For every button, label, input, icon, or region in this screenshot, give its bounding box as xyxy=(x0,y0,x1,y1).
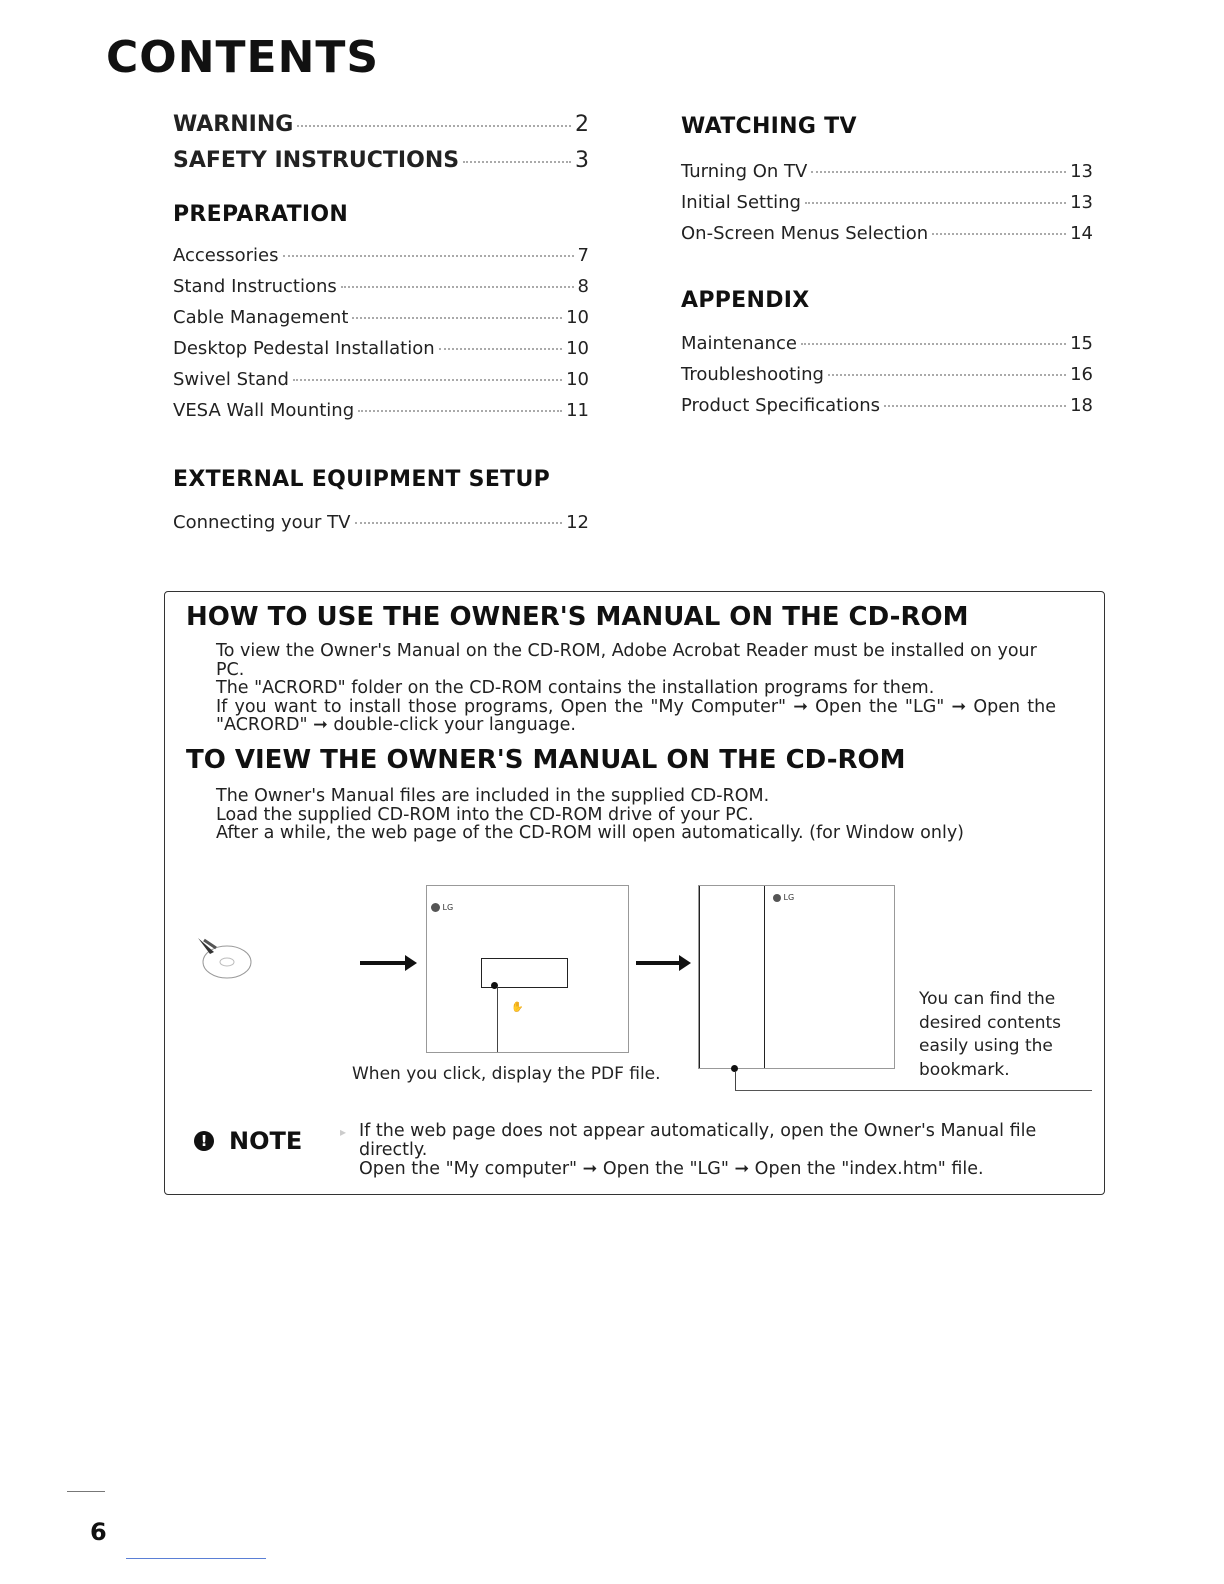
toc-entry-page: 11 xyxy=(566,400,589,421)
toc-entry-page: 7 xyxy=(577,245,589,266)
web-page-screen xyxy=(426,885,629,1053)
pointer-line xyxy=(497,986,498,1052)
toc-entry-page: 12 xyxy=(566,512,589,533)
toc-entry[interactable] xyxy=(681,223,1093,254)
caption-line: easily using the xyxy=(919,1036,1053,1056)
bookmark-dot-icon xyxy=(731,1065,738,1072)
page-number: 6 xyxy=(90,1518,107,1546)
leader-dots xyxy=(293,379,562,381)
toc-entry[interactable] xyxy=(173,512,589,543)
text-line: Load the supplied CD-ROM into the CD-ROM drive of your PC. xyxy=(216,804,754,825)
leader-dots xyxy=(932,233,1066,235)
toc-entry-label: Connecting your TV xyxy=(173,512,351,533)
leader-dots xyxy=(341,286,574,288)
caption-click-pdf: When you click, display the PDF file. xyxy=(352,1064,661,1084)
toc-entry[interactable] xyxy=(681,333,1093,364)
cursor-icon: ✋ xyxy=(511,1002,524,1013)
lg-logo-mark-icon xyxy=(431,903,440,912)
cd-disc-icon xyxy=(192,934,262,984)
text-line: If the web page does not appear automatically, open the Owner's Manual file directly. xyxy=(359,1121,1037,1160)
toc-right-column xyxy=(681,114,1093,426)
lg-logo-mark-icon xyxy=(773,894,781,902)
toc-left-column xyxy=(173,112,589,543)
bookmark-underline xyxy=(735,1090,1092,1091)
toc-entry[interactable] xyxy=(173,245,589,276)
caption-line: desired contents xyxy=(919,1012,1062,1033)
leader-dots xyxy=(283,255,574,257)
section-heading-appendix: APPENDIX xyxy=(681,288,810,313)
note-label xyxy=(194,1127,302,1155)
leader-dots xyxy=(463,161,571,163)
to-view-text xyxy=(216,787,1056,843)
note-text xyxy=(359,1122,1079,1179)
leader-dots xyxy=(811,171,1066,173)
toc-entry-warning[interactable] xyxy=(173,112,589,148)
text-line: "ACRORD" ➞ double-click your language. xyxy=(216,715,576,735)
text-line: The Owner's Manual files are included in the supplied CD-ROM. xyxy=(216,786,770,806)
toc-entry[interactable] xyxy=(173,338,589,369)
caption-line: You can find the xyxy=(919,989,1056,1009)
pdf-viewer-screen xyxy=(698,885,895,1069)
toc-entry-page: 16 xyxy=(1070,364,1093,385)
toc-entry-page: 15 xyxy=(1070,333,1093,354)
toc-entry-label: Accessories xyxy=(173,245,279,266)
toc-list-preparation xyxy=(173,245,589,431)
toc-entry-page: 10 xyxy=(566,307,589,328)
toc-entry-page: 10 xyxy=(566,369,589,390)
arrow-right-icon xyxy=(360,961,408,965)
toc-entry-label: Initial Setting xyxy=(681,192,801,213)
text-line: After a while, the web page of the CD-ROM will open automatically. (for Window only) xyxy=(216,823,965,843)
section-heading-external-equipment: EXTERNAL EQUIPMENT SETUP xyxy=(173,467,551,492)
leader-dots xyxy=(439,348,562,350)
lg-logo-icon xyxy=(431,903,453,912)
how-to-heading: HOW TO USE THE OWNER'S MANUAL ON THE CD-ROM xyxy=(186,602,969,632)
toc-entry-page: 3 xyxy=(575,148,589,173)
page-title: CONTENTS xyxy=(106,32,380,83)
toc-entry[interactable] xyxy=(173,369,589,400)
footer-blue-rule xyxy=(126,1558,266,1559)
toc-entry-page: 13 xyxy=(1070,161,1093,182)
text-line: If you want to install those programs, Open the "My Computer" ➞ Open the "LG" ➞ Open the xyxy=(216,696,1056,717)
leader-dots xyxy=(297,125,571,127)
toc-entry[interactable] xyxy=(681,161,1093,192)
leader-dots xyxy=(884,405,1066,407)
toc-entry-label: Stand Instructions xyxy=(173,276,337,297)
text-line: The "ACRORD" folder on the CD-ROM contains the installation programs for them. xyxy=(216,678,935,698)
leader-dots xyxy=(358,410,562,412)
toc-entry-label: SAFETY INSTRUCTIONS xyxy=(173,148,460,173)
leader-dots xyxy=(828,374,1066,376)
text-line: Open the "My computer" ➞ Open the "LG" ➞ Open the "index.htm" file. xyxy=(359,1159,984,1179)
text-line: To view the Owner's Manual on the CD-ROM, Adobe Acrobat Reader must be installed on your PC. xyxy=(216,641,1037,680)
lg-logo-text: LG xyxy=(783,893,795,902)
how-to-text xyxy=(216,642,1056,735)
caption-line: bookmark. xyxy=(919,1059,1010,1080)
bookmark-pointer-line xyxy=(735,1072,736,1090)
to-view-heading: TO VIEW THE OWNER'S MANUAL ON THE CD-ROM xyxy=(186,745,906,775)
toc-entry-label: Troubleshooting xyxy=(681,364,824,385)
toc-entry-page: 2 xyxy=(575,112,589,137)
toc-entry-label: Desktop Pedestal Installation xyxy=(173,338,435,359)
toc-entry-label: Maintenance xyxy=(681,333,797,354)
footer-rule xyxy=(67,1491,105,1492)
toc-entry[interactable] xyxy=(681,192,1093,223)
toc-entry-page: 14 xyxy=(1070,223,1093,244)
toc-entry[interactable] xyxy=(681,395,1093,426)
note-bullet-icon: ▸ xyxy=(340,1125,347,1139)
toc-entry-label: Swivel Stand xyxy=(173,369,289,390)
toc-entry-label: Cable Management xyxy=(173,307,349,328)
toc-entry-label: Product Specifications xyxy=(681,395,881,416)
toc-entry[interactable] xyxy=(173,307,589,338)
toc-entry-safety-instructions[interactable] xyxy=(173,148,589,184)
toc-entry-page: 8 xyxy=(577,276,589,297)
leader-dots xyxy=(355,522,563,524)
toc-entry-page: 10 xyxy=(566,338,589,359)
lg-logo-text: LG xyxy=(442,903,454,912)
arrow-right-icon xyxy=(636,961,682,965)
bookmark-panel[interactable] xyxy=(699,886,765,1068)
section-heading-preparation: PREPARATION xyxy=(173,202,349,227)
toc-entry-page: 13 xyxy=(1070,192,1093,213)
lg-logo-icon xyxy=(773,893,794,902)
toc-entry[interactable] xyxy=(681,364,1093,395)
section-heading-watching-tv: WATCHING TV xyxy=(681,114,857,139)
toc-entry[interactable] xyxy=(173,276,589,307)
warning-icon: ! xyxy=(194,1131,214,1151)
toc-entry-label: On-Screen Menus Selection xyxy=(681,223,929,244)
leader-dots xyxy=(805,202,1066,204)
toc-entry-label: Turning On TV xyxy=(681,161,808,182)
toc-entry-page: 18 xyxy=(1070,395,1093,416)
leader-dots xyxy=(352,317,562,319)
note-heading: NOTE xyxy=(229,1127,303,1155)
toc-entry[interactable] xyxy=(173,400,589,431)
leader-dots xyxy=(801,343,1066,345)
toc-entry-label: VESA Wall Mounting xyxy=(173,400,355,421)
toc-entry-label: WARNING xyxy=(173,112,294,137)
caption-bookmark xyxy=(919,988,1061,1082)
